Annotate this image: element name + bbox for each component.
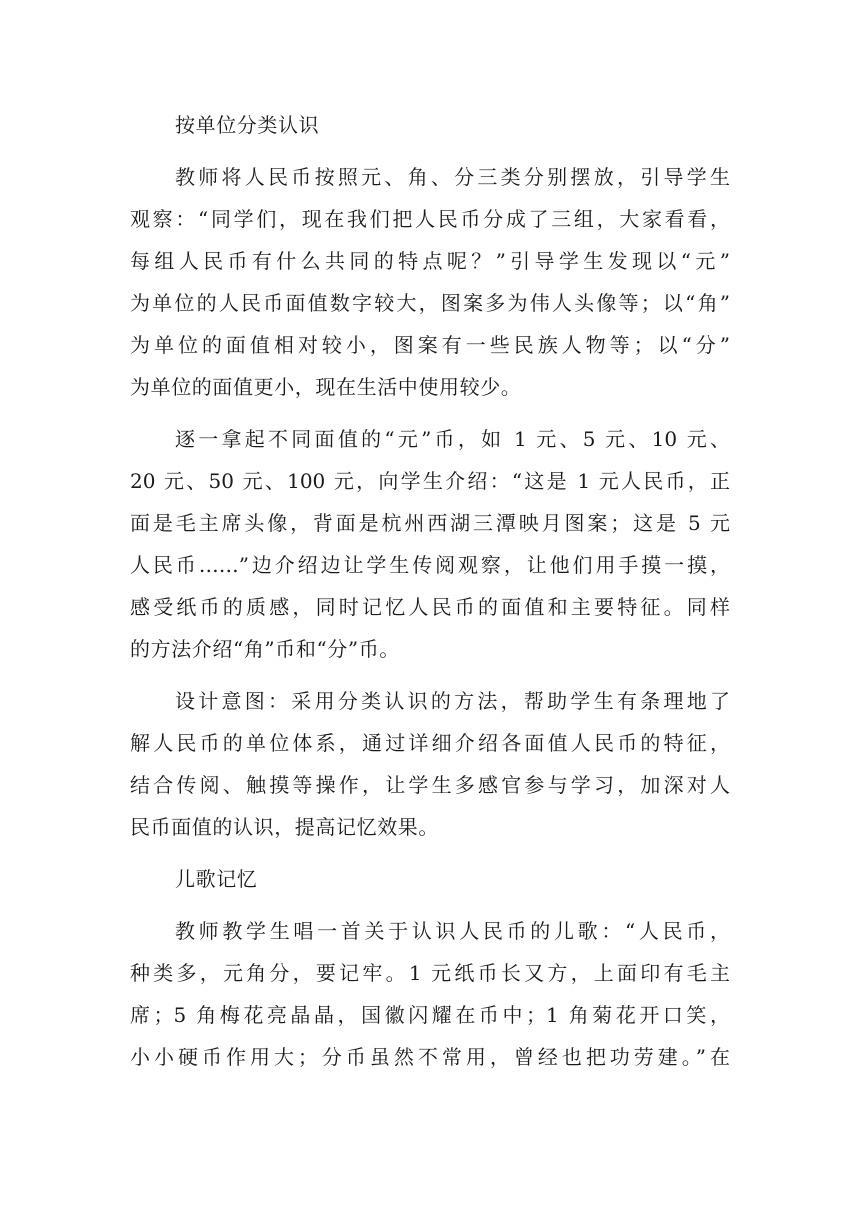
text-line: 教师教学生唱一首关于认识人民币的儿歌：“人民币， [175, 919, 730, 943]
paragraph-design-intent [130, 680, 730, 848]
text-line: 结合传阅、触摸等操作，让学生多感官参与学习，加深对人 [130, 773, 730, 797]
paragraph-rhyme [130, 910, 730, 1078]
section-heading-nursery-rhyme: 儿歌记忆 [175, 867, 258, 891]
paragraph-gap [130, 848, 730, 858]
text-line: 为单位的面值相对较小，图案有一些民族人物等；以“分” [130, 333, 730, 357]
text-line: 教师将人民币按照元、角、分三类分别摆放，引导学生 [175, 165, 730, 189]
paragraph-gap [130, 900, 730, 910]
text-line: 小小硬币作用大；分币虽然不常用，曾经也把功劳建。”在 [130, 1045, 730, 1069]
text-line: 设计意图：采用分类认识的方法，帮助学生有条理地了 [175, 689, 730, 713]
text-line: 的方法介绍“角”币和“分”币。 [130, 637, 400, 661]
text-line: 人民币……”边介绍边让学生传阅观察，让他们用手摸一摸， [130, 553, 730, 577]
text-line: 逐一拿起不同面值的“元”币，如 1 元、5 元、10 元、 [175, 427, 730, 451]
document-page [130, 104, 730, 1078]
text-line: 民币面值的认识，提高记忆效果。 [130, 815, 439, 839]
text-line: 面是毛主席头像，背面是杭州西湖三潭映月图案；这是 5 元 [130, 511, 730, 535]
text-line: 种类多，元角分，要记牢。1 元纸币长又方，上面印有毛主 [130, 961, 730, 985]
text-line: 为单位的面值更小，现在生活中使用较少。 [130, 375, 522, 399]
text-line: 20 元、50 元、100 元，向学生介绍：“这是 1 元人民币，正 [130, 469, 730, 493]
paragraph-gap [130, 670, 730, 680]
paragraph-classification [130, 156, 730, 408]
paragraph-gap [130, 408, 730, 418]
paragraph-yuan-introduction [130, 418, 730, 670]
text-line: 为单位的人民币面值数字较大，图案多为伟人头像等；以“角” [130, 291, 730, 315]
text-line: 解人民币的单位体系，通过详细介绍各面值人民币的特征， [130, 731, 730, 755]
text-line: 感受纸币的质感，同时记忆人民币的面值和主要特征。同样 [130, 595, 730, 619]
paragraph-gap [130, 146, 730, 156]
section-heading-unit-classification: 按单位分类认识 [175, 113, 320, 137]
text-line: 每组人民币有什么共同的特点呢？”引导学生发现以“元” [130, 249, 730, 273]
text-line: 席；5 角梅花亮晶晶，国徽闪耀在币中；1 角菊花开口笑， [130, 1003, 730, 1027]
text-line: 观察：“同学们，现在我们把人民币分成了三组，大家看看， [130, 207, 730, 231]
